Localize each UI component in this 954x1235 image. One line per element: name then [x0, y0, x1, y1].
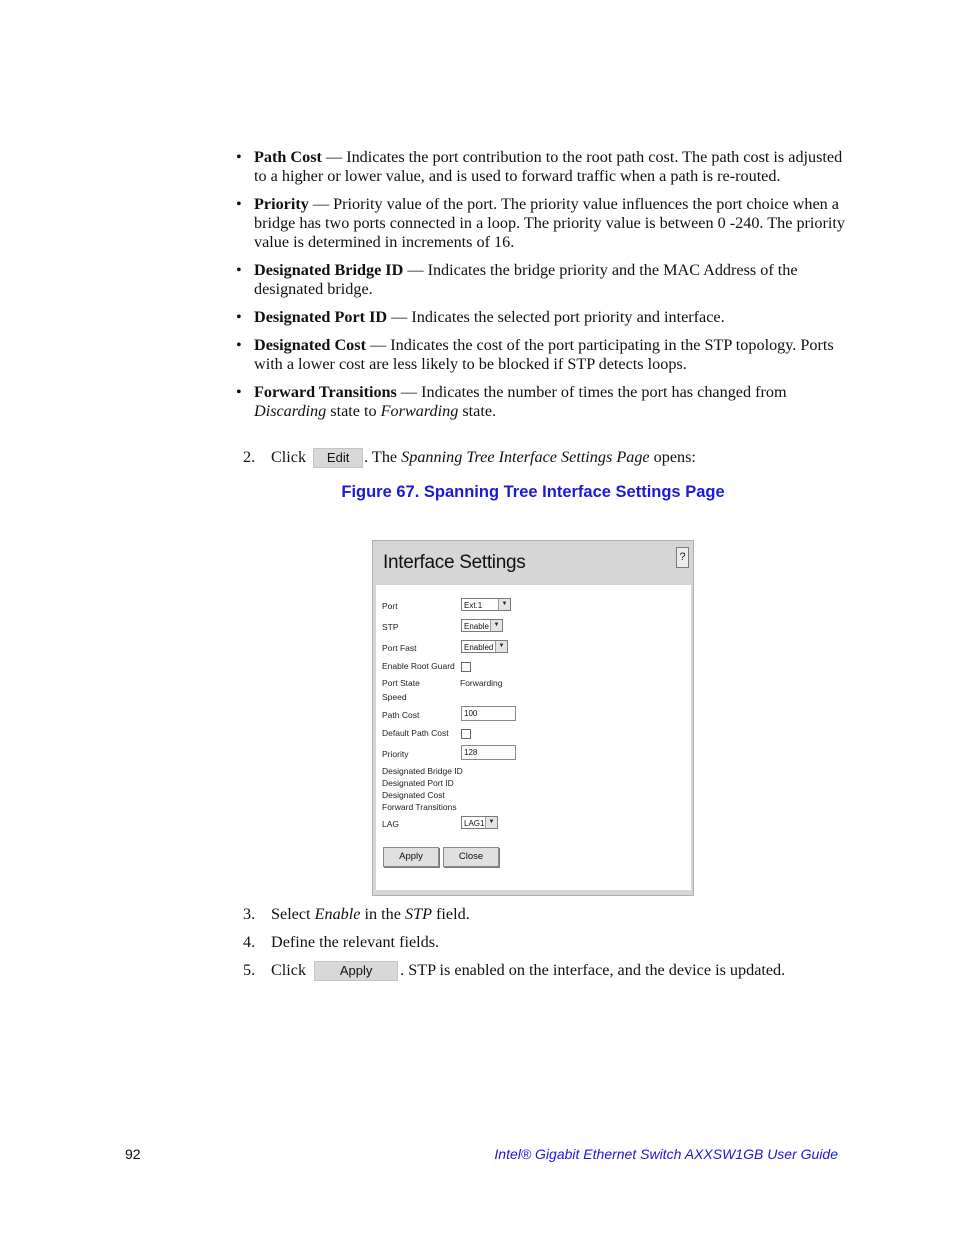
description-emphasis: Forwarding [380, 402, 459, 420]
lag-select-value: LAG1 [464, 819, 485, 828]
close-button[interactable]: Close [443, 847, 499, 867]
root-guard-checkbox[interactable] [461, 662, 471, 672]
step-emphasis: Spanning Tree Interface Settings Page [401, 448, 650, 466]
port-fast-select-value: Enabled [464, 643, 494, 652]
default-path-cost-label: Default Path Cost [382, 728, 449, 738]
lag-select[interactable] [461, 816, 498, 829]
step-number: 3. [243, 905, 256, 923]
step-emphasis: Enable [314, 905, 361, 923]
bullet-marker: • [236, 148, 242, 166]
step-2 [243, 448, 696, 468]
figure-caption: Figure 67. Spanning Tree Interface Settings Page [341, 483, 725, 501]
step-emphasis: STP [404, 905, 432, 923]
path-cost-input[interactable]: 100 [461, 706, 516, 721]
chevron-down-icon: ▼ [498, 599, 510, 610]
list-item [236, 308, 846, 327]
description: state. [458, 402, 497, 420]
stp-label: STP [382, 622, 399, 632]
list-item [236, 261, 846, 299]
port-label: Port [382, 601, 398, 611]
edit-button-image: Edit [313, 448, 363, 468]
bullet-marker: • [236, 383, 242, 401]
term-path-cost: Path Cost [254, 148, 322, 166]
term-designated-port-id: Designated Port ID [254, 308, 388, 326]
term-forward-transitions: Forward Transitions [254, 383, 397, 401]
step-text: field. [431, 905, 470, 923]
port-fast-label: Port Fast [382, 643, 417, 653]
step-number: 4. [243, 933, 256, 951]
step-text: in the [360, 905, 405, 923]
list-item [236, 195, 846, 252]
page-number: 92 [125, 1146, 141, 1162]
list-item [236, 383, 846, 421]
step-4 [243, 933, 439, 952]
stp-select-value: Enable [464, 622, 489, 631]
description: — Indicates the bridge priority and the MAC Address of the designated bridge. [254, 261, 798, 298]
stp-select[interactable] [461, 619, 503, 632]
step-text: . The [364, 448, 402, 466]
apply-button-image: Apply [314, 961, 398, 981]
description: — Indicates the selected port priority and interface. [387, 308, 725, 326]
description: — Indicates the port contribution to the root path cost. The path cost is adjusted to a higher or lower value, and is used to forward traffic when a path is re-routed. [254, 148, 843, 185]
port-fast-select[interactable] [461, 640, 508, 653]
port-select-value: Ext.1 [464, 601, 483, 610]
step-number: 5. [243, 961, 256, 979]
chevron-down-icon: ▼ [495, 641, 507, 652]
bullet-marker: • [236, 195, 242, 213]
list-item [236, 148, 846, 186]
root-guard-label: Enable Root Guard [382, 661, 455, 671]
path-cost-label: Path Cost [382, 710, 420, 720]
port-state-label: Port State [382, 678, 420, 688]
help-button[interactable]: ? [676, 547, 689, 568]
step-text: . STP is enabled on the interface, and the device is updated. [400, 961, 786, 979]
description: — Indicates the cost of the port participating in the STP topology. Ports with a lower cost are less likely to be blocked if STP detects loops. [254, 336, 834, 373]
chevron-down-icon: ▼ [485, 817, 497, 828]
bullet-marker: • [236, 308, 242, 326]
description: — Priority value of the port. The priority value influences the port choice when a bridge has two ports connected in a loop. The priority value is between 0 -240. The priority value is determined in increments of 16. [254, 195, 846, 251]
priority-input[interactable]: 128 [461, 745, 516, 760]
speed-label: Speed [382, 692, 407, 702]
step-text: Define the relevant fields. [271, 933, 440, 951]
designated-bridge-id-label: Designated Bridge ID [382, 766, 463, 776]
field-description-list [236, 148, 846, 430]
term-priority: Priority [254, 195, 309, 213]
bullet-marker: • [236, 261, 242, 279]
port-select[interactable] [461, 598, 511, 611]
apply-button[interactable]: Apply [383, 847, 439, 867]
settings-form [376, 585, 691, 890]
list-item [236, 336, 846, 374]
lag-label: LAG [382, 819, 400, 829]
forward-transitions-label: Forward Transitions [382, 802, 457, 812]
designated-cost-label: Designated Cost [382, 790, 445, 800]
step-text: opens: [649, 448, 696, 466]
bullet-marker: • [236, 336, 242, 354]
step-number: 2. [243, 448, 256, 466]
step-5 [243, 961, 785, 981]
priority-label: Priority [382, 749, 409, 759]
document-title: Intel® Gigabit Ethernet Switch AXXSW1GB User Guide [494, 1146, 838, 1162]
designated-port-id-label: Designated Port ID [382, 778, 454, 788]
description-emphasis: Discarding [254, 402, 327, 420]
port-state-value: Forwarding [460, 678, 503, 688]
chevron-down-icon: ▼ [490, 620, 502, 631]
step-text: Click [271, 448, 311, 466]
term-designated-cost: Designated Cost [254, 336, 366, 354]
step-text: Click [271, 961, 311, 979]
term-designated-bridge-id: Designated Bridge ID [254, 261, 404, 279]
panel-title: Interface Settings [383, 552, 526, 573]
description: — Indicates the number of times the port has changed from [396, 383, 787, 401]
step-3 [243, 905, 470, 924]
description: state to [326, 402, 381, 420]
step-text: Select [271, 905, 315, 923]
interface-settings-screenshot [372, 540, 694, 896]
default-path-cost-checkbox[interactable] [461, 729, 471, 739]
